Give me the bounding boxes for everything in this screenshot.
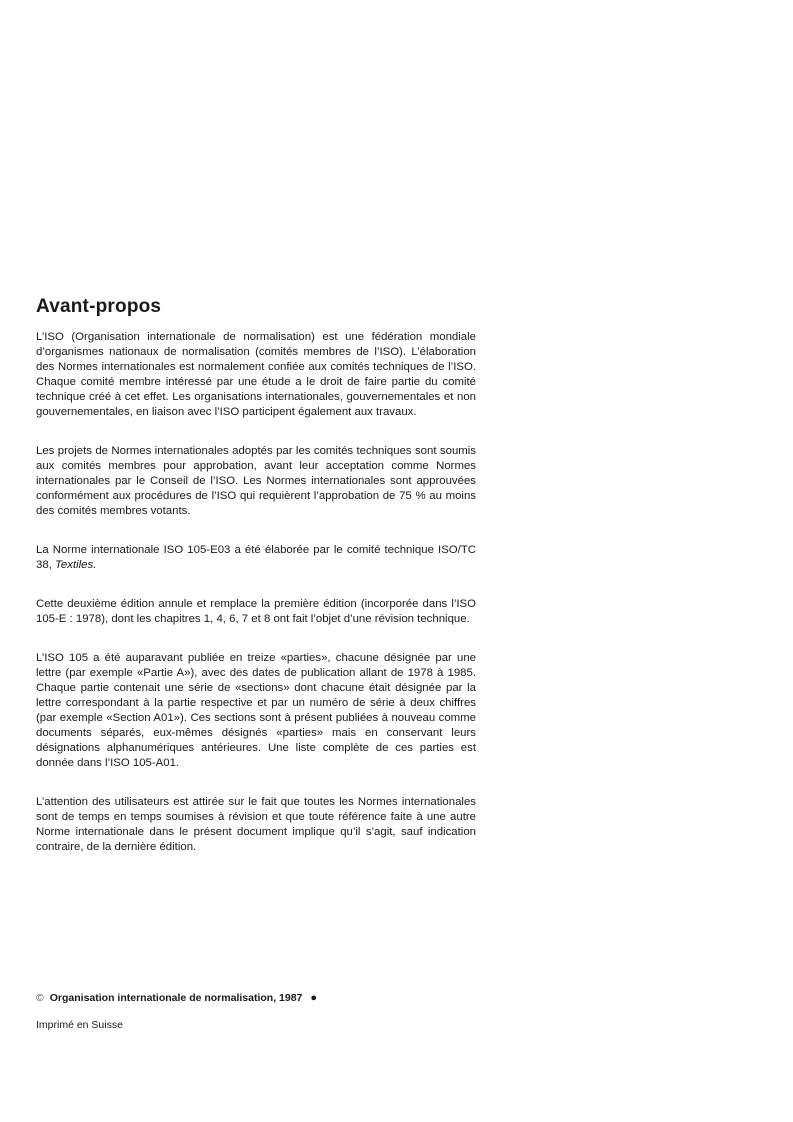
paragraph-revision-notice: L’attention des utilisateurs est attirée sur le fait que toutes les Normes internationales sont de temps en temps soumises à révision et que toute référence faite à une autre Norme internationale dans le présent document implique qu’il s’agit, sauf indication contraire, de la dernière édition. bbox=[36, 796, 476, 853]
printed-in-label: Imprimé en Suisse bbox=[36, 1019, 123, 1031]
paragraph-committee-text: La Norme internationale ISO 105-E03 a été élaborée par le comité technique ISO/TC 38, bbox=[36, 544, 476, 571]
paragraph-approval: Les projets de Normes internationales adoptés par les comités techniques sont soumis aux comités membres pour approbation, avant leur acceptation comme Normes internationales par le Conseil de l’ISO. Les Normes internationales sont approuvées conformément aux procédures de l’ISO qui requièrent l’approbation de 75 % au moins des comités membres votants. bbox=[36, 445, 476, 517]
foreword-body bbox=[36, 330, 476, 879]
copyright-line bbox=[36, 992, 317, 1004]
paragraph-edition: Cette deuxième édition annule et remplace la première édition (incorporée dans l’ISO 105-E : 1978), dont les chapitres 1, 4, 6, 7 et 8 ont fait l’objet d’une révision technique. bbox=[36, 598, 476, 625]
page-title: Avant-propos bbox=[36, 296, 162, 317]
committee-name: Textiles. bbox=[55, 559, 97, 571]
paragraph-committee bbox=[36, 543, 476, 573]
paragraph-iso-intro: L’ISO (Organisation internationale de normalisation) est une fédération mondiale d’organismes nationaux de normalisation (comités membres de l’ISO). L’élaboration des Normes internationales est normalement confiée aux comités techniques de l’ISO. Chaque comité membre intéressé par une étude a le droit de faire partie du comité technique créé à cet effet. Les organisations internationales, gouvernementales et non gouvernementales, en liaison avec l’ISO participent également aux travaux. bbox=[36, 331, 476, 418]
copyright-text: Organisation internationale de normalisation, 1987 bbox=[49, 992, 303, 1004]
paragraph-parts: L’ISO 105 a été auparavant publiée en treize «parties», chacune désignée par une lettre (par exemple «Partie A»), avec des dates de publication allant de 1978 à 1985. Chaque partie contenait une série de «sections» dont chacune était désignée par la lettre correspondant à la partie respective et par un numéro de série à deux chiffres (par exemple «Section A01»). Ces sections sont à présent publiées à nouveau comme documents séparés, eux-mêmes désignés «parties» mais en conservant leurs désignations alphanumériques antérieures. Une liste complète de ces parties est donnée dans l’ISO 105-A01. bbox=[36, 652, 476, 769]
copyright-icon: © bbox=[36, 992, 44, 1004]
bullet-icon: ● bbox=[310, 992, 318, 1004]
